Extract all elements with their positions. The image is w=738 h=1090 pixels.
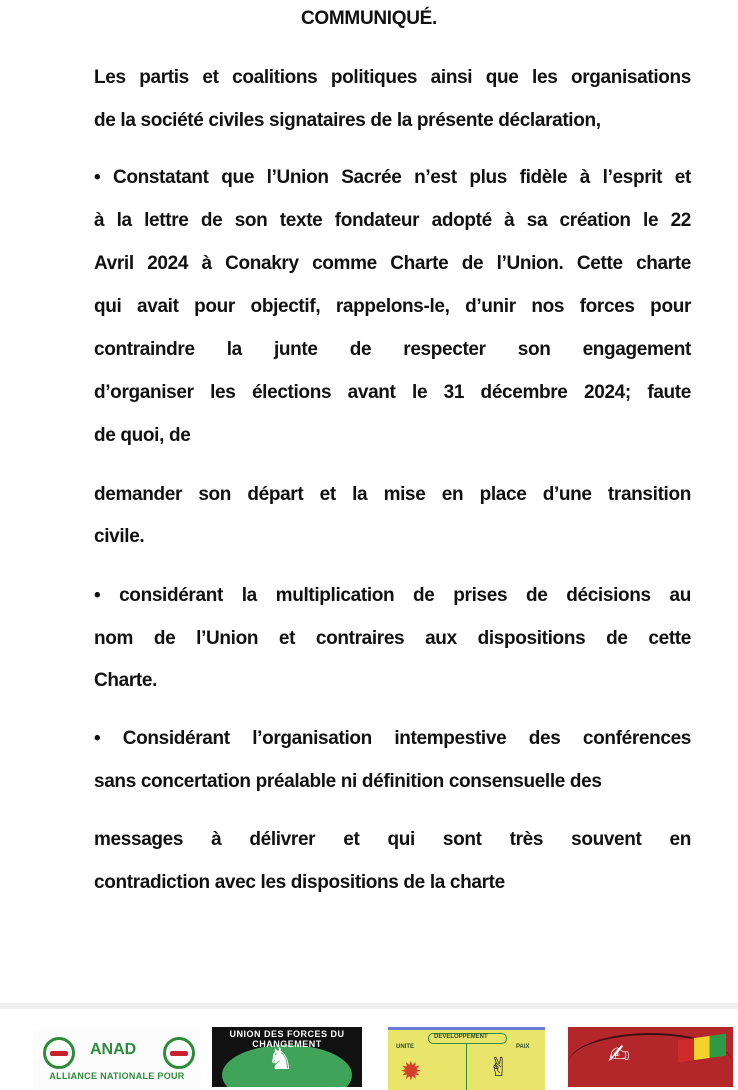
- text-line: civile.: [94, 526, 145, 547]
- anad-logo-subtitle: ALLIANCE NATIONALE POUR: [49, 1071, 185, 1081]
- text-line: Les partis et coalitions politiques ainsi que les organisations: [94, 67, 691, 88]
- text-line: Charte.: [94, 670, 158, 691]
- text-line: à la lettre de son texte fondateur adopté à sa création le 22: [94, 210, 691, 231]
- udp-label: UNITE: [396, 1044, 414, 1050]
- text-line: sans concertation préalable ni définition consensuelle des: [94, 771, 602, 792]
- text-line: Avril 2024 à Conakry comme Charte de l’Union. Cette charte: [94, 253, 691, 274]
- udp-label: DEVELOPPEMENT: [434, 1034, 488, 1040]
- anad-logo-text: ANAD: [90, 1041, 137, 1058]
- signatory-logos: [0, 1009, 738, 1086]
- victory-hand-icon: ✌: [488, 1052, 510, 1082]
- document-title: COMMUNIQUÉ.: [300, 8, 438, 29]
- udp-label: PAIX: [516, 1044, 530, 1050]
- text-line: messages à délivrer et qui sont très souvent en: [94, 829, 691, 850]
- text-line: d’organiser les élections avant le 31 décembre 2024; faute: [94, 382, 691, 403]
- text-line: demander son départ et la mise en place d’une transition: [94, 484, 691, 505]
- text-line: contraindre la junte de respecter son engagement: [94, 339, 691, 360]
- udp-logo: [388, 1027, 545, 1090]
- ufc-logo-text: UNION DES FORCES DU CHANGEMENT: [229, 1029, 345, 1049]
- text-line: nom de l’Union et contraires aux dispositions de cette: [94, 628, 691, 649]
- text-line: • Constatant que l’Union Sacrée n’est plus fidèle à l’esprit et: [94, 167, 691, 188]
- text-line: contradiction avec les dispositions de la charte: [94, 872, 505, 893]
- hand-pen-icon: ✍: [608, 1039, 630, 1069]
- text-line: • considérant la multiplication de prises de décisions au: [94, 585, 691, 606]
- anad-logo: [33, 1029, 201, 1089]
- horse-icon: ♞: [267, 1043, 294, 1076]
- text-line: de la société civiles signataires de la présente déclaration,: [94, 110, 601, 131]
- red-party-logo: [568, 1027, 733, 1087]
- ufc-logo: [212, 1027, 362, 1087]
- text-line: de quoi, de: [94, 425, 191, 446]
- rooster-sun-icon: ✹: [400, 1056, 422, 1086]
- anad-emblem-icon: [43, 1037, 75, 1069]
- anad-emblem-icon: [163, 1037, 195, 1069]
- udp-divider: [466, 1044, 467, 1090]
- text-line: qui avait pour objectif, rappelons-le, d’unir nos forces pour: [94, 296, 691, 317]
- text-line: • Considérant l’organisation intempestive des conférences: [94, 728, 691, 749]
